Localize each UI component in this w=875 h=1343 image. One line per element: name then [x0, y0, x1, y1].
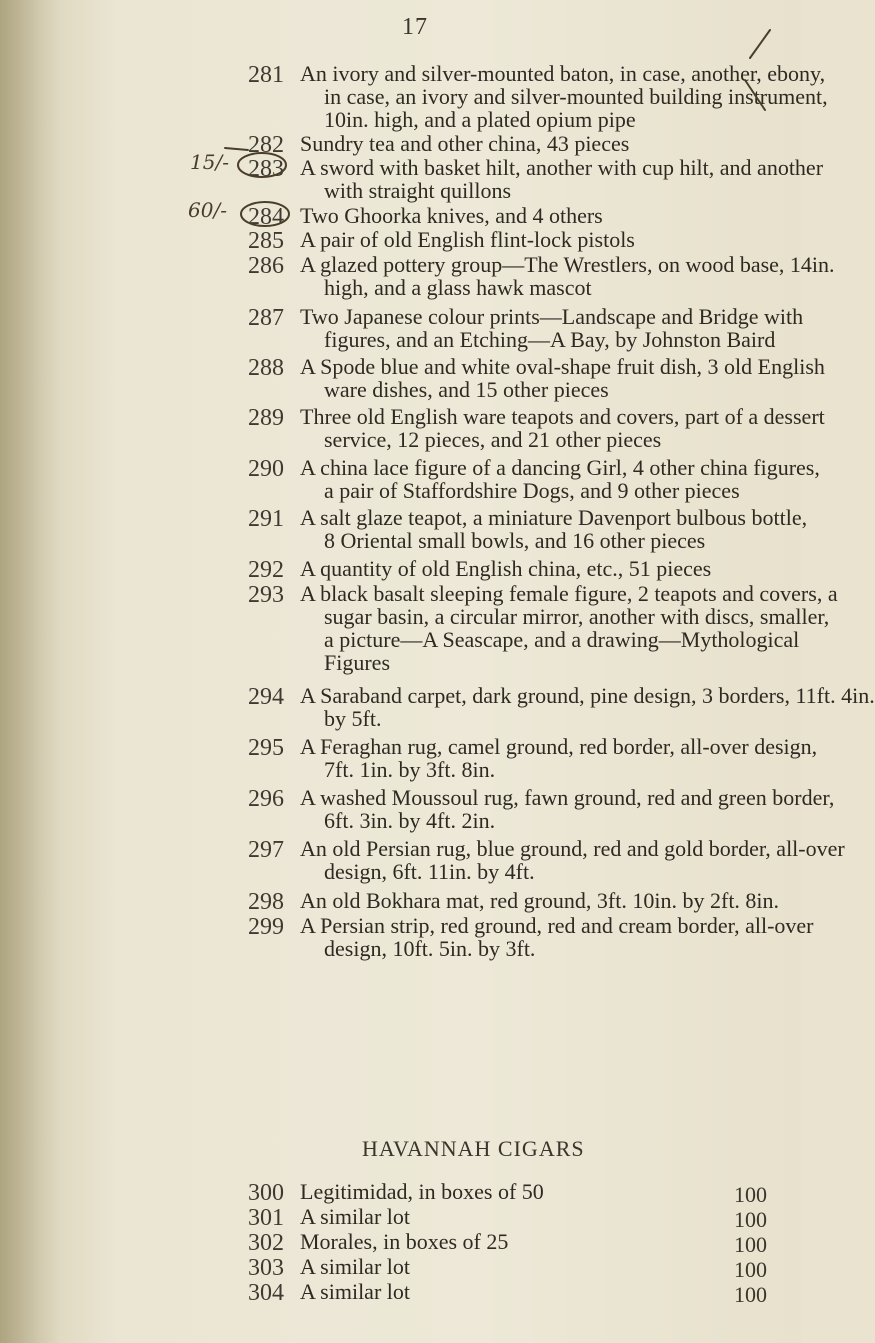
- lot-line: 7ft. 1in. by 3ft. 8in.: [324, 757, 496, 782]
- lot-line: by 5ft.: [324, 706, 382, 731]
- lot-line: A washed Moussoul rug, fawn ground, red and green border,: [300, 785, 835, 810]
- lot-number: 296: [248, 786, 284, 812]
- lot-description: [300, 785, 835, 833]
- lot-line: An ivory and silver-mounted baton, in case, another, ebony,: [300, 61, 826, 86]
- lot-description: A similar lot: [300, 1204, 410, 1229]
- lot-number: 299: [248, 914, 284, 940]
- lot-number: 286: [248, 253, 284, 279]
- pencil-circle-mark: [238, 153, 286, 177]
- lot-line: 6ft. 3in. by 4ft. 2in.: [324, 808, 496, 833]
- lot-line: A pair of old English flint-lock pistols: [300, 227, 635, 252]
- lot-description: [300, 581, 838, 675]
- lot-quantity: 100: [734, 1182, 767, 1207]
- lot-number: 301: [248, 1205, 284, 1231]
- lot-number: 289: [248, 405, 284, 431]
- lot-line: A glazed pottery group—The Wrestlers, on wood base, 14in.: [300, 252, 835, 277]
- lot-description: [300, 683, 875, 731]
- lot-description: [300, 734, 818, 782]
- lot-number: 282: [248, 132, 284, 158]
- lot-description: [300, 354, 825, 402]
- lot-line: An old Bokhara mat, red ground, 3ft. 10in. by 2ft. 8in.: [300, 888, 780, 913]
- lot-line: in case, an ivory and silver-mounted building instrument,: [324, 84, 828, 109]
- lot-line: 8 Oriental small bowls, and 16 other pieces: [324, 528, 706, 553]
- lot-line: service, 12 pieces, and 21 other pieces: [324, 427, 662, 452]
- lot-line: A Spode blue and white oval-shape fruit dish, 3 old English: [300, 354, 825, 379]
- lot-line: Sundry tea and other china, 43 pieces: [300, 131, 630, 156]
- lot-line: high, and a glass hawk mascot: [324, 275, 592, 300]
- lot-number: 298: [248, 889, 284, 915]
- lot-description: A similar lot: [300, 1254, 410, 1279]
- lot-line: design, 10ft. 5in. by 3ft.: [324, 936, 536, 961]
- lot-description: [300, 505, 808, 553]
- lot-description: [300, 557, 778, 580]
- pencil-price-note: 15/-: [190, 150, 229, 174]
- lot-number: 304: [248, 1280, 284, 1306]
- lot-line: A sword with basket hilt, another with cup hilt, and another: [300, 155, 824, 180]
- lot-line: Two Ghoorka knives, and 4 others: [300, 203, 603, 228]
- lot-line: A Persian strip, red ground, red and cream border, all-over: [300, 913, 814, 938]
- lot-quantity: 100: [734, 1282, 767, 1307]
- lot-number: 288: [248, 355, 284, 381]
- lot-line: A Saraband carpet, dark ground, pine design, 3 borders, 11ft. 4in.: [300, 683, 875, 708]
- lot-line: Three old English ware teapots and covers, part of a dessert: [300, 404, 825, 429]
- page-number: 17: [402, 14, 428, 40]
- lot-number: 302: [248, 1230, 284, 1256]
- lot-description: Legitimidad, in boxes of 50: [300, 1179, 544, 1204]
- lot-number: 291: [248, 506, 284, 532]
- lot-number: 283: [248, 156, 284, 182]
- lot-line: a pair of Staffordshire Dogs, and 9 other pieces: [324, 478, 740, 503]
- lot-quantity: 100: [734, 1232, 767, 1257]
- lot-description: Morales, in boxes of 25: [300, 1229, 509, 1254]
- pencil-annotations: [0, 0, 828, 260]
- lot-number: 292: [248, 557, 284, 583]
- lot-number: 293: [248, 582, 284, 608]
- section-heading: HAVANNAH CIGARS: [362, 1136, 585, 1161]
- lot-number: 285: [248, 228, 284, 254]
- lot-quantity: 100: [734, 1257, 767, 1282]
- lot-description: [300, 455, 820, 503]
- lot-line: ware dishes, and 15 other pieces: [324, 377, 609, 402]
- lot-line: design, 6ft. 11in. by 4ft.: [324, 859, 535, 884]
- lot-line: A quantity of old English china, etc., 51 pieces: [300, 556, 712, 581]
- pencil-circle-mark: [241, 202, 289, 226]
- lot-line: A salt glaze teapot, a miniature Davenport bulbous bottle,: [300, 505, 808, 530]
- lot-line: An old Persian rug, blue ground, red and gold border, all-over: [300, 836, 845, 861]
- lot-number: 287: [248, 305, 284, 331]
- lot-line: Figures: [324, 650, 390, 675]
- pencil-price-note: 60/-: [188, 198, 227, 222]
- lot-number: 290: [248, 456, 284, 482]
- lot-line: A black basalt sleeping female figure, 2 teapots and covers, a: [300, 581, 838, 606]
- lot-number: 284: [248, 204, 284, 230]
- lot-line: figures, and an Etching—A Bay, by Johnston Baird: [324, 327, 776, 352]
- lot-number: 294: [248, 684, 284, 710]
- lot-number: 297: [248, 837, 284, 863]
- lot-line: A china lace figure of a dancing Girl, 4 other china figures,: [300, 455, 820, 480]
- pencil-stroke-mark: [745, 30, 770, 110]
- lot-description: [300, 304, 804, 352]
- lot-description: [300, 836, 845, 884]
- lot-number: 303: [248, 1255, 284, 1281]
- lot-line: 10in. high, and a plated opium pipe: [324, 107, 636, 132]
- lot-number: 300: [248, 1180, 284, 1206]
- lot-line: with straight quillons: [324, 178, 511, 203]
- lot-line: A Feraghan rug, camel ground, red border, all-over design,: [300, 734, 818, 759]
- lot-number: 281: [248, 62, 284, 88]
- lot-number: 295: [248, 735, 284, 761]
- lot-line: sugar basin, a circular mirror, another with discs, smaller,: [324, 604, 830, 629]
- lot-description: [300, 913, 814, 961]
- lot-description: A similar lot: [300, 1279, 410, 1304]
- lot-line: a picture—A Seascape, and a drawing—Mythological: [324, 627, 800, 652]
- lot-quantity: 100: [734, 1207, 767, 1232]
- lot-line: Two Japanese colour prints—Landscape and Bridge with: [300, 304, 804, 329]
- lot-description: [300, 404, 825, 452]
- lot-description: [300, 889, 778, 912]
